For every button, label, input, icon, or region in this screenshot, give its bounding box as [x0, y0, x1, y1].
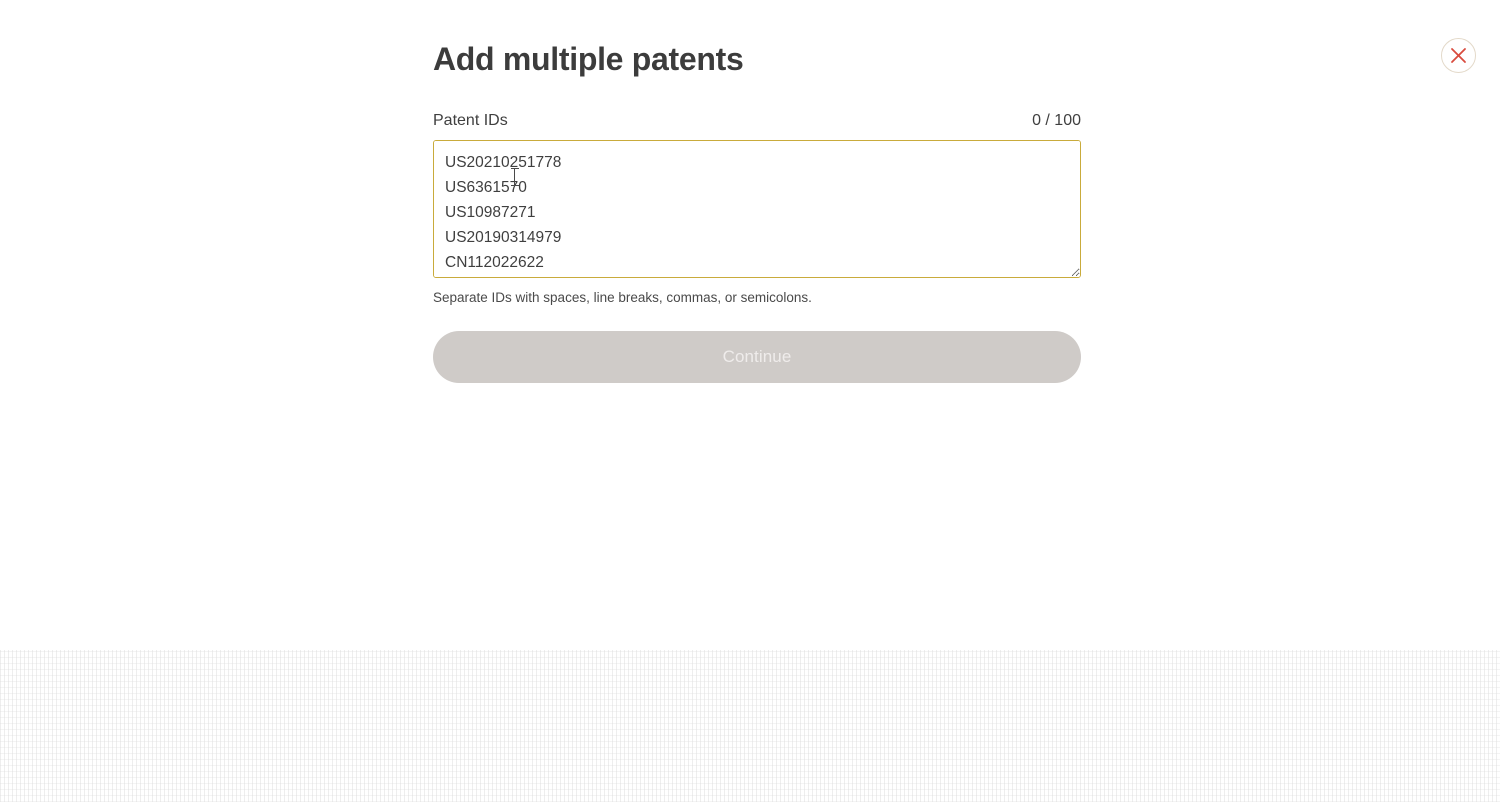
page-title: Add multiple patents — [433, 41, 744, 77]
background-texture-band — [0, 650, 1500, 802]
close-icon — [1449, 46, 1468, 65]
dialog-content — [433, 40, 1081, 383]
patent-ids-input[interactable] — [433, 140, 1081, 278]
patent-ids-field-wrapper — [433, 140, 1081, 283]
patent-ids-label: Patent IDs — [433, 112, 508, 130]
field-header — [433, 112, 1081, 130]
patent-ids-help-text: Separate IDs with spaces, line breaks, commas, or semicolons. — [433, 290, 812, 306]
patent-ids-counter: 0 / 100 — [1032, 112, 1081, 130]
continue-button[interactable]: Continue — [433, 331, 1081, 383]
close-button[interactable] — [1441, 38, 1476, 73]
